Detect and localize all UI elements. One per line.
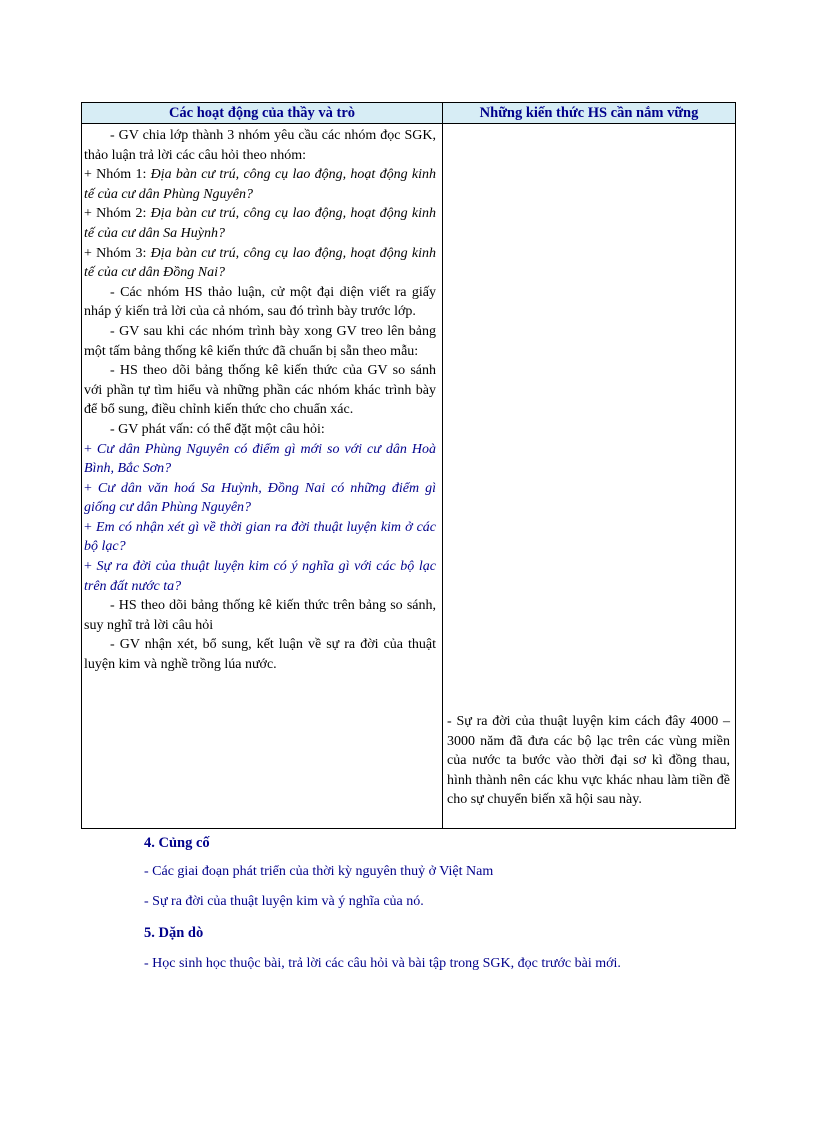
consolidation-item: - Sự ra đời của thuật luyện kim và ý nghĩa của nó. xyxy=(144,894,424,909)
lesson-table xyxy=(81,102,736,829)
activity-paragraph: - Các nhóm HS thảo luận, cử một đại diện viết ra giấy nháp ý kiến trả lời của cả nhóm, sau đó trình bày trước lớp. xyxy=(84,284,436,320)
activity-paragraph: - GV nhận xét, bổ sung, kết luận về sự ra đời của thuật luyện kim và nghề trồng lúa nước. xyxy=(84,637,436,673)
knowledge-cell xyxy=(447,712,730,810)
section-heading: 4. Củng cố xyxy=(144,835,210,851)
homework-item: - Học sinh học thuộc bài, trả lời các câu hỏi và bài tập trong SGK, đọc trước bài mới. xyxy=(144,956,621,971)
activity-paragraph: - HS theo dõi bảng thống kê kiến thức của GV so sánh với phần tự tìm hiểu và những phần các nhóm khác trình bày để bổ sung, điều chỉnh kiến thức cho chuẩn xác. xyxy=(84,363,436,418)
header-knowledge: Những kiến thức HS cần nắm vững xyxy=(479,105,699,121)
group-question-1: + Nhóm 1: Địa bàn cư trú, công cụ lao động, hoạt động kinh tế của cư dân Phùng Nguyên? xyxy=(84,167,436,202)
activity-paragraph: - GV phát vấn: có thể đặt một câu hỏi: xyxy=(110,421,325,437)
consolidation-item: - Các giai đoạn phát triển của thời kỳ nguyên thuỷ ở Việt Nam xyxy=(144,864,494,879)
discussion-question: + Cư dân Phùng Nguyên có điểm gì mới so với cư dân Hoà Bình, Bắc Sơn? xyxy=(84,441,436,477)
discussion-question: + Cư dân văn hoá Sa Huỳnh, Đồng Nai có những điểm gì giống cư dân Phùng Nguyên? xyxy=(84,480,436,516)
group-question-2: + Nhóm 2: Địa bàn cư trú, công cụ lao động, hoạt động kinh tế của cư dân Sa Huỳnh? xyxy=(84,206,436,241)
knowledge-paragraph: - Sự ra đời của thuật luyện kim cách đây 4000 – 3000 năm đã đưa các bộ lạc trên các vùng miền của nước ta bước vào thời đại sơ kì đồng thau, hình thành nên các khu vực khác nhau làm tiền đề cho sự chuyển biến xã hội sau này. xyxy=(447,714,730,808)
table-header-row xyxy=(82,103,735,124)
column-divider xyxy=(442,103,443,828)
activity-paragraph: - GV sau khi các nhóm trình bày xong GV treo lên bảng một tấm bảng thống kê kiến thức đã chuẩn bị sẵn theo mẫu: xyxy=(84,323,436,359)
section-consolidation xyxy=(144,835,744,852)
discussion-question: + Em có nhận xét gì về thời gian ra đời thuật luyện kim ở các bộ lạc? xyxy=(84,519,437,555)
activity-paragraph: - HS theo dõi bảng thống kê kiến thức trên bảng so sánh, suy nghĩ trả lời câu hỏi xyxy=(84,598,436,633)
section-homework xyxy=(144,925,744,942)
group-question-3: + Nhóm 3: Địa bàn cư trú, công cụ lao động, hoạt động kinh tế của cư dân Đồng Nai? xyxy=(84,245,436,281)
activity-paragraph: - GV chia lớp thành 3 nhóm yêu cầu các nhóm đọc SGK, thảo luận trả lời các câu hỏi theo nhóm: xyxy=(84,128,436,163)
discussion-question: + Sự ra đời của thuật luyện kim có ý nghĩa gì với các bộ lạc trên đất nước ta? xyxy=(84,559,436,594)
activities-cell xyxy=(84,126,436,675)
section-heading: 5. Dặn dò xyxy=(144,925,204,941)
header-activities: Các hoạt động của thầy và trò xyxy=(168,105,356,121)
